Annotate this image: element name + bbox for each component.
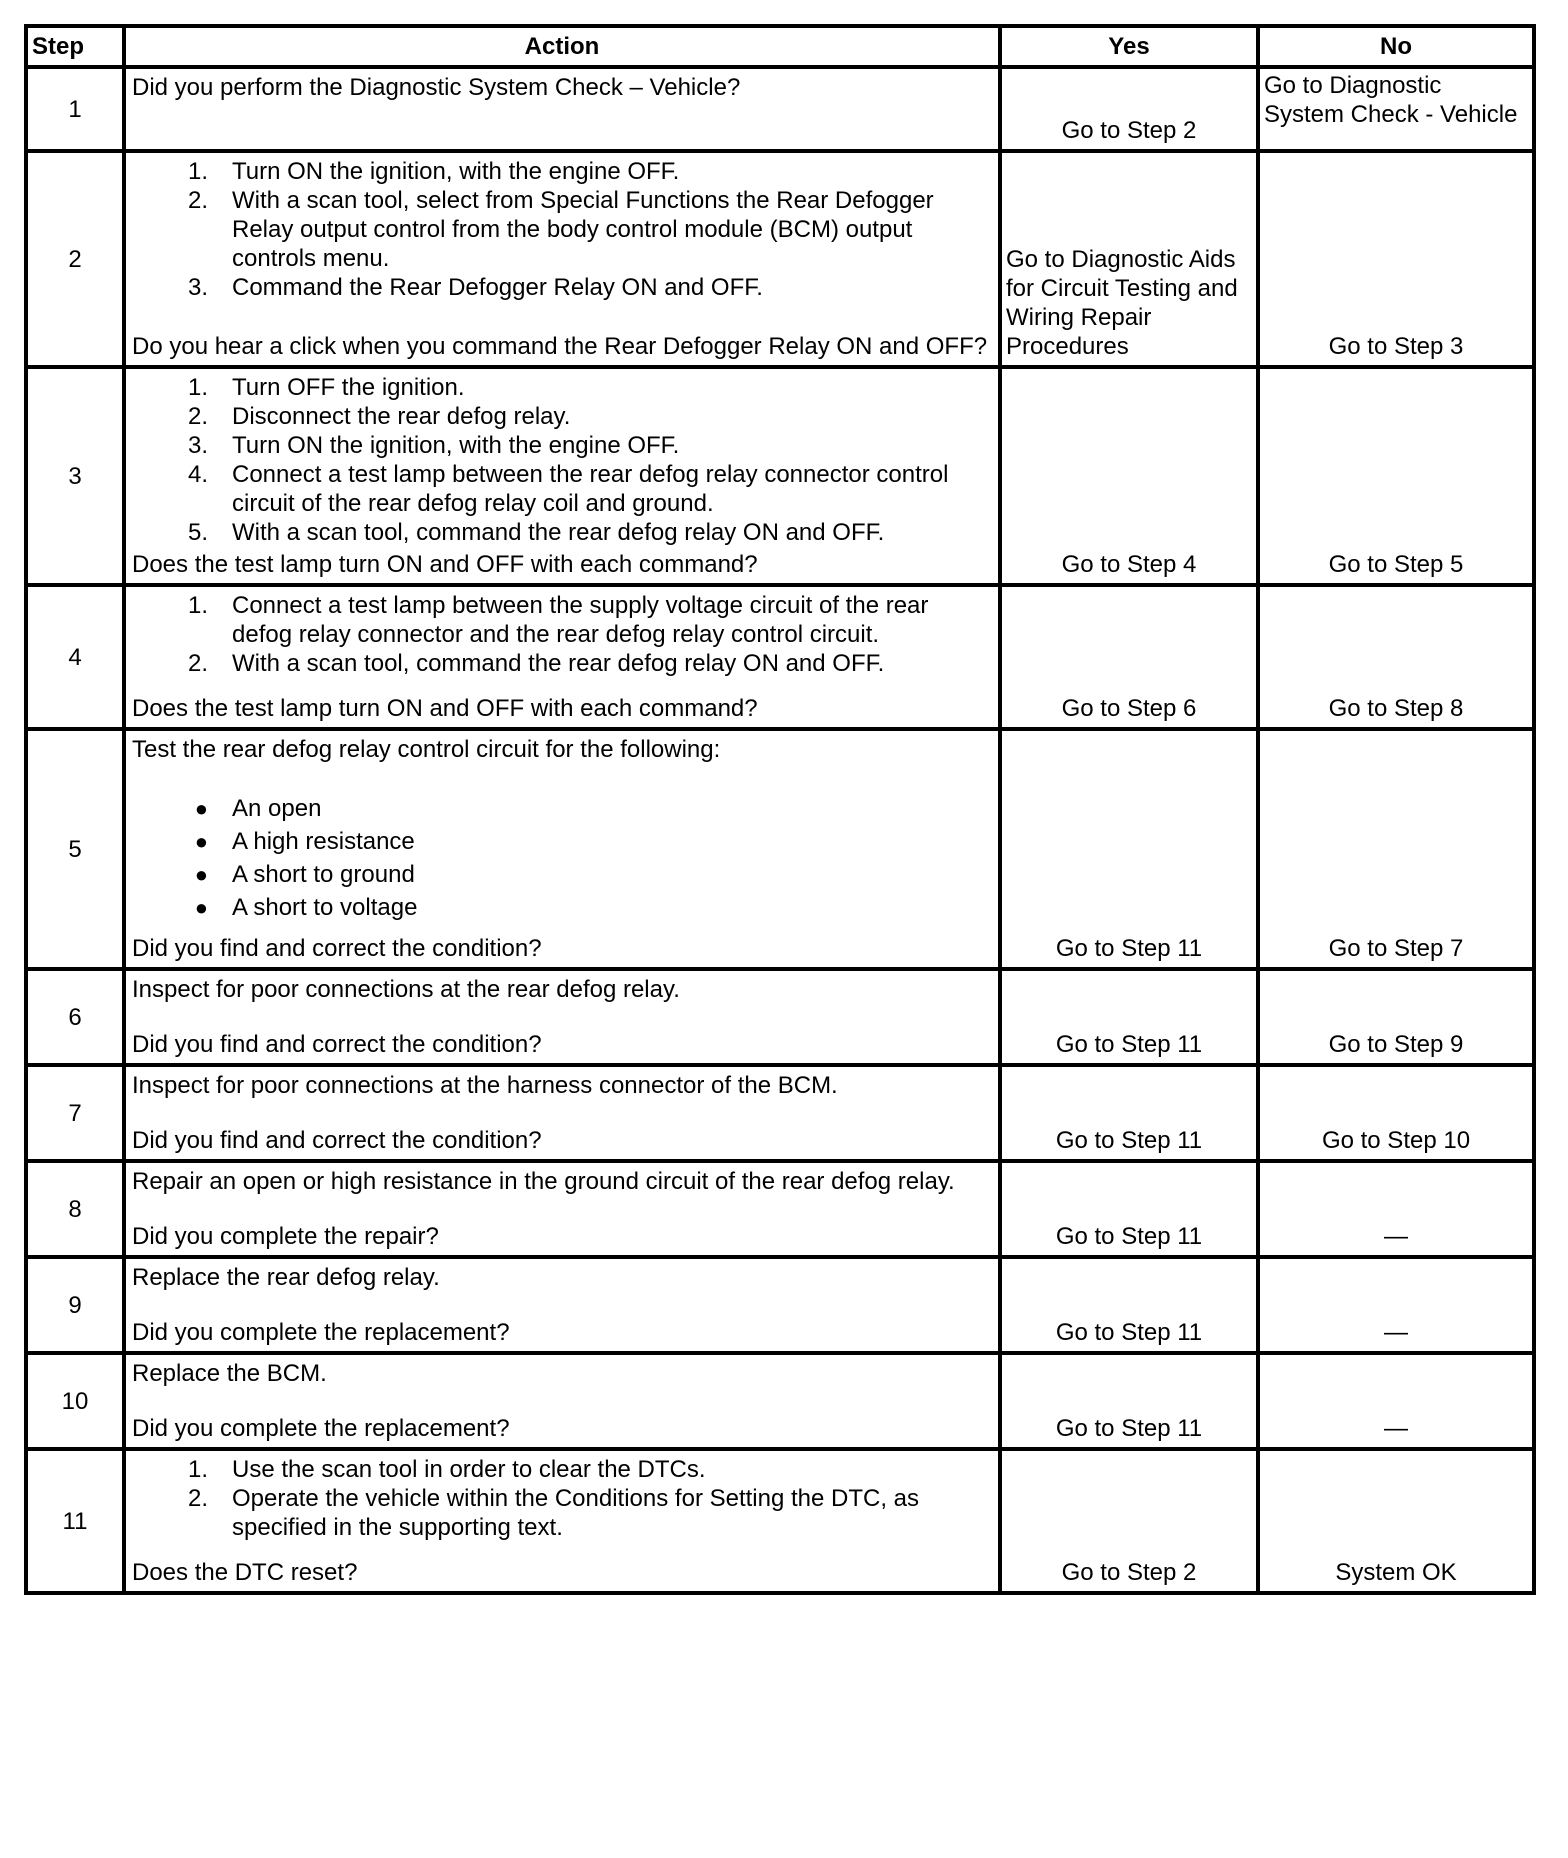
action-steps <box>132 157 992 302</box>
action-cell <box>124 367 1000 585</box>
list-item: 1. Turn ON the ignition, with the engine OFF. <box>187 158 680 185</box>
yes-cell: Go to Step 11 <box>1000 729 1258 969</box>
action-cell <box>124 585 1000 729</box>
table-row <box>26 585 1534 729</box>
action-question: Does the test lamp turn ON and OFF with each command? <box>132 551 758 578</box>
header-no: No <box>1258 26 1534 67</box>
table-row <box>26 67 1534 151</box>
action-intro: Inspect for poor connections at the harness connector of the BCM. <box>132 1072 838 1099</box>
action-intro: Did you perform the Diagnostic System Check – Vehicle? <box>132 74 741 101</box>
list-item: 1. Use the scan tool in order to clear the DTCs. <box>187 1456 706 1483</box>
no-cell: Go to Step 9 <box>1258 969 1534 1065</box>
step-number: 10 <box>26 1353 124 1449</box>
list-item: ● A short to voltage <box>194 894 418 921</box>
no-cell: Go to Step 7 <box>1258 729 1534 969</box>
list-item: 4. Connect a test lamp between the rear defog relay connector control circuit of the rear defog relay coil and ground. <box>187 461 949 517</box>
action-question: Did you find and correct the condition? <box>132 935 542 962</box>
header-yes: Yes <box>1000 26 1258 67</box>
list-item: 2. Disconnect the rear defog relay. <box>187 403 571 430</box>
step-number: 6 <box>26 969 124 1065</box>
table-row <box>26 1257 1534 1353</box>
step-number: 8 <box>26 1161 124 1257</box>
action-steps <box>132 1455 992 1542</box>
no-cell: — <box>1258 1161 1534 1257</box>
table-row <box>26 1161 1534 1257</box>
action-cell <box>124 729 1000 969</box>
action-question: Does the DTC reset? <box>132 1559 358 1586</box>
table-row <box>26 729 1534 969</box>
list-item: 2. With a scan tool, command the rear defog relay ON and OFF. <box>187 650 885 677</box>
table-row <box>26 367 1534 585</box>
list-item: ● A short to ground <box>194 861 415 888</box>
table-row <box>26 151 1534 367</box>
table-row <box>26 969 1534 1065</box>
yes-cell: Go to Step 4 <box>1000 367 1258 585</box>
action-question: Did you complete the repair? <box>132 1223 439 1250</box>
action-intro: Replace the rear defog relay. <box>132 1264 440 1291</box>
yes-cell: Go to Step 2 <box>1000 1449 1258 1593</box>
action-question: Does the test lamp turn ON and OFF with each command? <box>132 695 758 722</box>
action-intro: Inspect for poor connections at the rear defog relay. <box>132 976 680 1003</box>
no-cell: — <box>1258 1353 1534 1449</box>
no-cell: Go to Step 5 <box>1258 367 1534 585</box>
list-item: 5. With a scan tool, command the rear defog relay ON and OFF. <box>187 519 885 546</box>
action-intro: Replace the BCM. <box>132 1360 327 1387</box>
yes-cell: Go to Step 6 <box>1000 585 1258 729</box>
header-action: Action <box>124 26 1000 67</box>
yes-cell: Go to Step 11 <box>1000 1161 1258 1257</box>
step-number: 3 <box>26 367 124 585</box>
list-item: 2. With a scan tool, select from Special Functions the Rear Defogger Relay output control from the body control module (BCM) output controls menu. <box>187 187 934 272</box>
no-cell: — <box>1258 1257 1534 1353</box>
yes-cell: Go to Step 11 <box>1000 1065 1258 1161</box>
no-cell: Go to Step 8 <box>1258 585 1534 729</box>
action-cell <box>124 1449 1000 1593</box>
list-item: 1. Turn OFF the ignition. <box>187 374 465 401</box>
action-cell <box>124 67 1000 151</box>
action-cell <box>124 151 1000 367</box>
list-item: 3. Turn ON the ignition, with the engine OFF. <box>187 432 680 459</box>
action-question: Did you find and correct the condition? <box>132 1127 542 1154</box>
step-number: 4 <box>26 585 124 729</box>
step-number: 5 <box>26 729 124 969</box>
list-item: 2. Operate the vehicle within the Conditions for Setting the DTC, as specified in the supporting text. <box>187 1485 920 1541</box>
diagnostic-table <box>24 24 1536 1595</box>
step-number: 1 <box>26 67 124 151</box>
action-intro: Test the rear defog relay control circuit for the following: <box>132 736 721 763</box>
action-question: Did you complete the replacement? <box>132 1415 510 1442</box>
header-step: Step <box>26 26 124 67</box>
no-cell: Go to Diagnostic System Check - Vehicle <box>1258 67 1534 151</box>
yes-cell: Go to Step 2 <box>1000 67 1258 151</box>
step-number: 2 <box>26 151 124 367</box>
no-cell: System OK <box>1258 1449 1534 1593</box>
action-bullets <box>132 792 992 924</box>
action-cell <box>124 1257 1000 1353</box>
action-cell <box>124 969 1000 1065</box>
diagnostic-table-page <box>24 24 1532 1595</box>
list-item: ● A high resistance <box>194 828 415 855</box>
action-question: Do you hear a click when you command the Rear Defogger Relay ON and OFF? <box>132 333 988 360</box>
list-item: 1. Connect a test lamp between the supply voltage circuit of the rear defog relay connector and the rear defog relay control circuit. <box>187 592 929 648</box>
action-steps <box>132 591 992 678</box>
action-steps <box>132 373 992 547</box>
action-question: Did you complete the replacement? <box>132 1319 510 1346</box>
list-item: 3. Command the Rear Defogger Relay ON and OFF. <box>187 274 763 301</box>
action-intro: Repair an open or high resistance in the ground circuit of the rear defog relay. <box>132 1168 955 1195</box>
action-cell <box>124 1353 1000 1449</box>
step-number: 7 <box>26 1065 124 1161</box>
list-item: ● An open <box>194 795 322 822</box>
header-row <box>26 26 1534 67</box>
no-cell: Go to Step 3 <box>1258 151 1534 367</box>
yes-cell: Go to Step 11 <box>1000 1353 1258 1449</box>
yes-cell: Go to Step 11 <box>1000 1257 1258 1353</box>
action-cell <box>124 1161 1000 1257</box>
table-row <box>26 1449 1534 1593</box>
table-row <box>26 1353 1534 1449</box>
yes-cell: Go to Step 11 <box>1000 969 1258 1065</box>
step-number: 11 <box>26 1449 124 1593</box>
action-question: Did you find and correct the condition? <box>132 1031 542 1058</box>
action-cell <box>124 1065 1000 1161</box>
yes-cell: Go to Diagnostic Aids for Circuit Testing and Wiring Repair Procedures <box>1000 151 1258 367</box>
no-cell: Go to Step 10 <box>1258 1065 1534 1161</box>
table-row <box>26 1065 1534 1161</box>
step-number: 9 <box>26 1257 124 1353</box>
